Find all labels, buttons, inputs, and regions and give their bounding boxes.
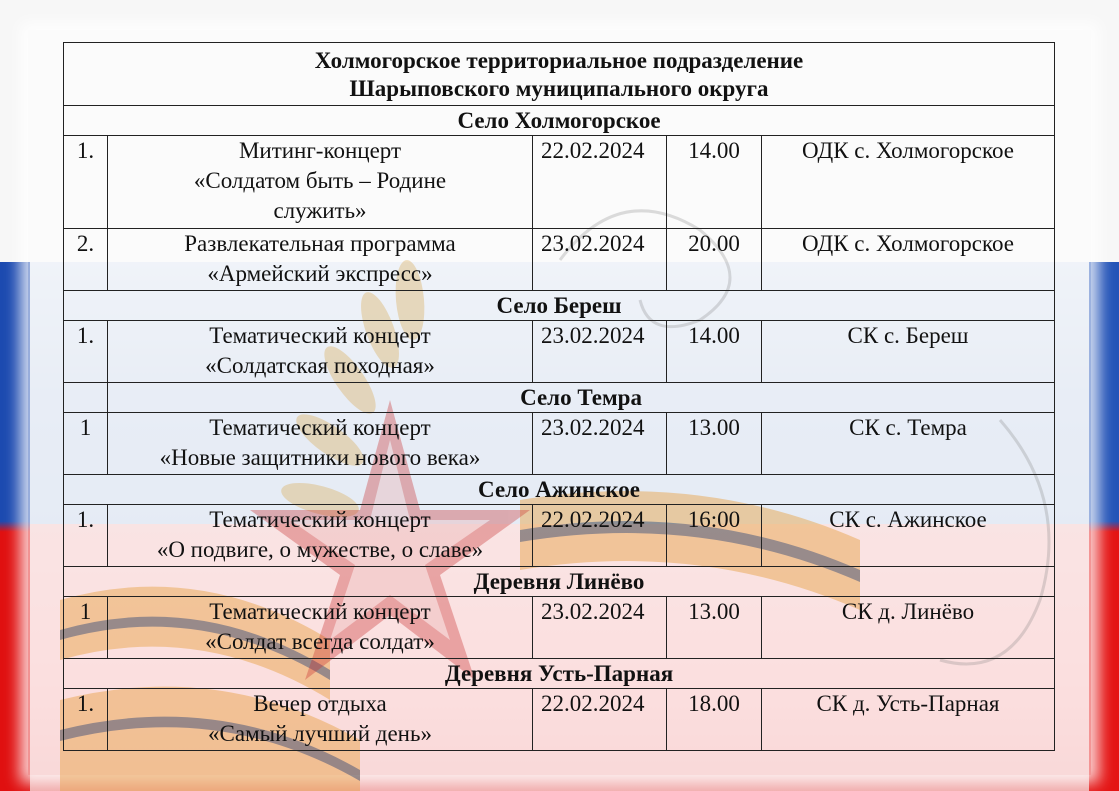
table-row bbox=[64, 321, 1055, 383]
event-place: ОДК с. Холмогорское bbox=[762, 229, 1055, 291]
event-place: ОДК с. Холмогорское bbox=[762, 136, 1055, 229]
row-number: 1 bbox=[64, 597, 108, 659]
event-title: «Армейский экспресс» bbox=[207, 261, 433, 286]
row-number: 2. bbox=[64, 229, 108, 291]
event-date: 23.02.2024 bbox=[533, 413, 667, 475]
event-title: «О подвиге, о мужестве, о славе» bbox=[156, 537, 484, 562]
event-cell bbox=[108, 505, 533, 567]
event-time: 13.00 bbox=[667, 597, 762, 659]
event-place: СК д. Линёво bbox=[762, 597, 1055, 659]
event-title: «Солдатская походная» bbox=[205, 353, 435, 378]
table-row bbox=[64, 136, 1055, 229]
section-title: Село Холмогорское bbox=[64, 106, 1055, 136]
event-cell bbox=[108, 229, 533, 291]
event-cell bbox=[108, 689, 533, 751]
table-row bbox=[64, 505, 1055, 567]
section-number-spacer bbox=[64, 383, 108, 413]
event-place: СК с. Береш bbox=[762, 321, 1055, 383]
event-type: Развлекательная программа bbox=[184, 231, 456, 256]
organization-title-line2: Шарыповского муниципального округа bbox=[349, 76, 769, 101]
section-row bbox=[64, 383, 1055, 413]
event-time: 16:00 bbox=[667, 505, 762, 567]
table-row bbox=[64, 597, 1055, 659]
event-type: Тематический концерт bbox=[209, 323, 431, 348]
table-row bbox=[64, 689, 1055, 751]
table-header-row bbox=[64, 43, 1055, 106]
organization-title-line1: Холмогорское территориальное подразделение bbox=[314, 48, 804, 73]
event-date: 23.02.2024 bbox=[533, 597, 667, 659]
section-row bbox=[64, 475, 1055, 505]
row-number: 1. bbox=[64, 321, 108, 383]
event-time: 20.00 bbox=[667, 229, 762, 291]
row-number: 1. bbox=[64, 689, 108, 751]
event-type: Тематический концерт bbox=[209, 599, 431, 624]
event-time: 14.00 bbox=[667, 136, 762, 229]
event-date: 22.02.2024 bbox=[533, 689, 667, 751]
row-number: 1. bbox=[64, 136, 108, 229]
event-title: «Новые защитники нового века» bbox=[159, 445, 481, 470]
event-date: 22.02.2024 bbox=[533, 136, 667, 229]
table-row bbox=[64, 413, 1055, 475]
events-sheet bbox=[63, 42, 1054, 751]
section-row bbox=[64, 291, 1055, 321]
section-title: Деревня Усть-Парная bbox=[64, 659, 1055, 689]
event-type: Митинг-концерт bbox=[238, 138, 402, 163]
event-title: «Самый лучший день» bbox=[208, 721, 432, 746]
events-table bbox=[63, 42, 1055, 751]
event-place: СК д. Усть-Парная bbox=[762, 689, 1055, 751]
event-type: Тематический концерт bbox=[209, 507, 431, 532]
section-row bbox=[64, 567, 1055, 597]
section-title: Деревня Линёво bbox=[64, 567, 1055, 597]
section-title: Село Береш bbox=[64, 291, 1055, 321]
organization-title bbox=[64, 43, 1055, 106]
row-number: 1. bbox=[64, 505, 108, 567]
event-place: СК с. Темра bbox=[762, 413, 1055, 475]
section-title: Село Темра bbox=[108, 383, 1055, 413]
event-cell bbox=[108, 597, 533, 659]
event-cell bbox=[108, 321, 533, 383]
event-cell bbox=[108, 136, 533, 229]
event-date: 22.02.2024 bbox=[533, 505, 667, 567]
event-date: 23.02.2024 bbox=[533, 321, 667, 383]
event-title: «Солдат всегда солдат» bbox=[205, 629, 435, 654]
event-type: Тематический концерт bbox=[209, 415, 431, 440]
event-title-cont: служить» bbox=[273, 198, 367, 223]
event-cell bbox=[108, 413, 533, 475]
event-date: 23.02.2024 bbox=[533, 229, 667, 291]
event-title: «Солдатом быть – Родине bbox=[193, 168, 447, 193]
section-row bbox=[64, 659, 1055, 689]
section-row bbox=[64, 106, 1055, 136]
event-place: СК с. Ажинское bbox=[762, 505, 1055, 567]
event-time: 14.00 bbox=[667, 321, 762, 383]
event-time: 13.00 bbox=[667, 413, 762, 475]
event-time: 18.00 bbox=[667, 689, 762, 751]
event-type: Вечер отдыха bbox=[253, 691, 387, 716]
section-title: Село Ажинское bbox=[64, 475, 1055, 505]
table-row bbox=[64, 229, 1055, 291]
row-number: 1 bbox=[64, 413, 108, 475]
